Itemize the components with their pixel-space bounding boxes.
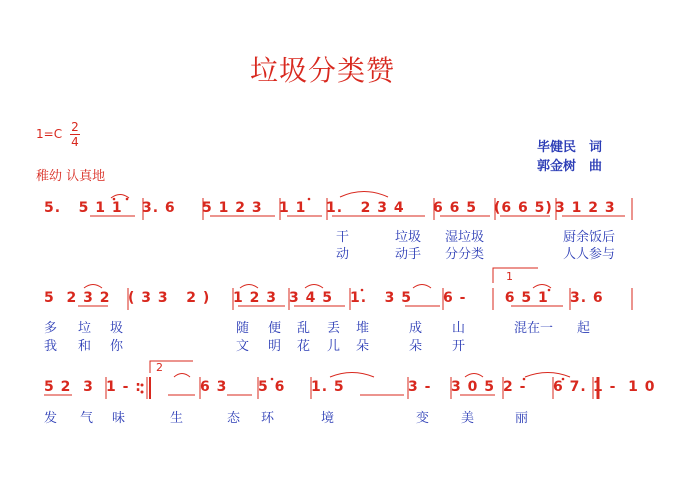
lyric: 垃圾 — [395, 230, 422, 245]
song-title: 垃圾分类赞 — [250, 54, 396, 87]
notes-line1: 5. 5 1 1 3. 6 5 1 2 3 1 1 1. 2 3 4 6 6 5 (6 6 5) 3 1 2 3 — [44, 200, 616, 216]
lyric: 朵 — [409, 339, 423, 354]
lyric: 湿垃圾 — [445, 230, 485, 245]
volta-2-label: 2 — [156, 361, 163, 374]
lyric: 厨余饭后 — [563, 230, 616, 245]
volta-brackets — [150, 268, 538, 373]
lyric: 成 — [409, 321, 423, 336]
lyric: 味 — [112, 411, 126, 426]
lyric: 美 — [461, 411, 475, 426]
volta-1-label: 1 — [506, 270, 513, 283]
lyric: 多 — [44, 321, 58, 336]
lyric: 我 — [44, 339, 58, 354]
notes-line3: 5 2 3 1 - : 6 3 5 6 1. 5 3 - 3 0 5 2 - 6 7. 1 - 1 0 — [44, 379, 656, 395]
lyric: 变 — [416, 411, 430, 426]
lyric: 境 — [321, 411, 335, 426]
lyric: 开 — [452, 339, 466, 354]
notes-line2: 5 2 3 2 ( 3 3 2 ) 1 2 3 3 4 5 1. 3 5 6 - 6 5 1 3. 6 — [44, 290, 604, 306]
lyric: 起 — [577, 321, 591, 336]
lyric: 便 — [268, 321, 282, 336]
lyric: 垃 — [78, 321, 92, 336]
lyric: 态 — [227, 411, 241, 426]
tempo-marking: 稚幼 认真地 — [36, 169, 106, 184]
lyric: 丢 — [327, 321, 341, 336]
lyric: 干 — [336, 230, 350, 245]
meter-top: 2 — [71, 120, 79, 134]
lyric: 花 — [297, 339, 311, 354]
lyric: 乱 — [297, 321, 311, 336]
lyric: 你 — [110, 339, 124, 354]
lyric: 丽 — [515, 411, 529, 426]
lyric: 动 — [336, 247, 350, 262]
lyric: 堆 — [356, 321, 370, 336]
lyric: 发 — [44, 411, 58, 426]
lyric: 气 — [80, 411, 94, 426]
lyric: 人人参与 — [563, 247, 616, 262]
lyric: 动手 — [395, 247, 422, 262]
lyric: 文 — [236, 339, 250, 354]
lyric: 混在一 — [514, 321, 554, 336]
lyric: 随 — [236, 321, 250, 336]
lyric: 山 — [452, 321, 466, 336]
lyric: 圾 — [110, 321, 124, 336]
lyricist-credit: 毕健民 词 — [537, 140, 603, 155]
lyric: 儿 — [327, 339, 341, 354]
meter-bottom: 4 — [71, 135, 79, 149]
composer-credit: 郭金树 曲 — [537, 159, 603, 174]
lyric: 明 — [268, 339, 282, 354]
lyric: 分分类 — [445, 247, 485, 262]
lyric: 环 — [261, 411, 275, 426]
lyric: 朵 — [356, 339, 370, 354]
key-signature: 1=C — [36, 127, 63, 141]
lyric: 生 — [170, 411, 184, 426]
lyric: 和 — [78, 339, 92, 354]
